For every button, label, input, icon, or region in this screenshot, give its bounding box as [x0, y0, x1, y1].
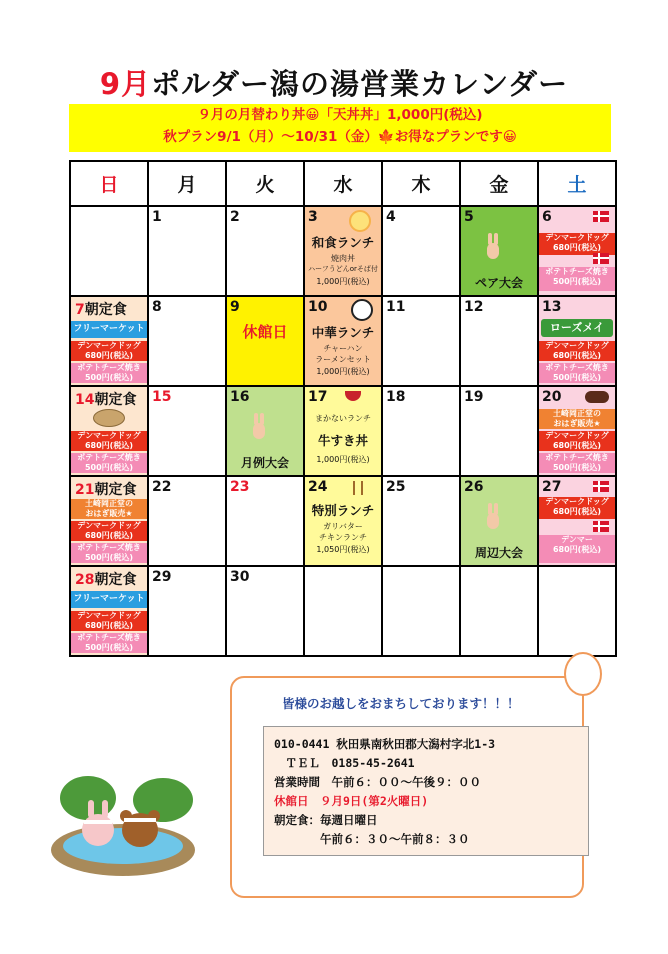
panda-icon — [351, 299, 373, 321]
weekday-mon: 月 — [148, 161, 226, 206]
day-number: 6 — [542, 209, 552, 225]
week-row — [70, 296, 616, 386]
chuka-menu-2: ラーメンセット — [315, 355, 371, 364]
day-cell — [382, 206, 460, 296]
day-cell — [460, 296, 538, 386]
weekday-wed: 水 — [304, 161, 382, 206]
breakfast-heading: 28朝定食 — [75, 572, 137, 588]
day-cell-makanai-lunch — [304, 386, 382, 476]
denmark-flag-icon — [593, 211, 609, 222]
calendar-grid — [69, 160, 617, 657]
washoku-lunch-title: 和食ランチ — [311, 235, 375, 250]
day-number: 12 — [464, 299, 484, 315]
day-cell — [226, 566, 304, 656]
bowl-icon — [345, 391, 361, 401]
onsen-illustration-icon — [48, 768, 198, 878]
rabbit-golfer-icon — [249, 413, 271, 443]
day-cell-breakfast — [70, 296, 148, 386]
empty-cell — [538, 566, 616, 656]
ohagi-tag: 土崎岡正堂の おはぎ販売★ — [539, 409, 615, 429]
day-cell-danish-dog — [538, 476, 616, 566]
danish-dog-tag-small: デンマー 680円(税込) — [539, 535, 615, 563]
day-number: 16 — [230, 389, 250, 405]
potato-cheese-tag: ポテトチーズ焼き 500円(税込) — [71, 633, 147, 653]
danish-dog-tag: デンマークドッグ 680円(税込) — [539, 341, 615, 361]
day-number: 9 — [230, 299, 240, 315]
page-title — [0, 62, 668, 103]
danish-dog-tag: デンマークドッグ 680円(税込) — [71, 611, 147, 631]
makanai-lunch-title: まかないランチ — [315, 414, 371, 423]
day-number: 30 — [230, 569, 250, 585]
chuka-menu-1: チャーハン — [323, 344, 363, 353]
flower-icon — [349, 210, 371, 232]
day-cell — [148, 206, 226, 296]
day-number: 1 — [152, 209, 162, 225]
day-cell — [460, 386, 538, 476]
potato-cheese-tag: ポテトチーズ焼き 500円(税込) — [71, 363, 147, 383]
weekday-fri: 金 — [460, 161, 538, 206]
day-number: 5 — [464, 209, 474, 225]
washoku-price: 1,000円(税込) — [316, 277, 370, 286]
ohagi-tag: 土崎岡正堂の おはぎ販売★ — [71, 499, 147, 519]
day-cell — [148, 296, 226, 386]
danish-dog-tag: デンマークドッグ 680円(税込) — [539, 431, 615, 451]
area-tournament-label: 周辺大会 — [474, 546, 523, 560]
empty-cell — [304, 566, 382, 656]
banner-line-2: 秋プラン9/1（月）～10/31（金）🍁お得なプランです😀 — [163, 129, 517, 145]
gyusuki-price: 1,000円(税込) — [316, 455, 370, 464]
hours-line: 営業時間 午前６：００～午後９：００ — [274, 775, 481, 789]
weekday-thu: 木 — [382, 161, 460, 206]
breakfast-heading: 7朝定食 — [75, 302, 127, 318]
special-price: 1,050円(税込) — [316, 545, 370, 554]
rabbit-golfer-icon — [483, 503, 505, 533]
flea-market-tag: フリーマーケット — [71, 321, 147, 338]
weekday-header — [70, 161, 616, 206]
day-cell — [382, 296, 460, 386]
breakfast-heading: 14朝定食 — [75, 392, 137, 408]
potato-cheese-tag: ポテトチーズ焼き 500円(税込) — [539, 267, 615, 291]
day-cell-washoku-lunch — [304, 206, 382, 296]
day-number: 19 — [464, 389, 484, 405]
day-number: 29 — [152, 569, 172, 585]
day-number: 25 — [386, 479, 406, 495]
day-cell-breakfast — [70, 476, 148, 566]
special-menu-1: ガリバター — [323, 522, 363, 531]
fork-knife-icon — [353, 481, 355, 495]
potato-cheese-tag: ポテトチーズ焼き 500円(税込) — [71, 543, 147, 563]
day-cell-rosemei — [538, 296, 616, 386]
week-row — [70, 206, 616, 296]
empty-cell — [70, 206, 148, 296]
breakfast-tray-icon — [93, 409, 125, 427]
day-number: 24 — [308, 479, 328, 495]
day-cell — [226, 206, 304, 296]
scroll-curl-icon — [564, 652, 602, 696]
day-cell-pair-tournament — [460, 206, 538, 296]
weekday-tue: 火 — [226, 161, 304, 206]
day-number: 23 — [230, 479, 250, 495]
empty-cell — [460, 566, 538, 656]
day-number: 26 — [464, 479, 484, 495]
day-number: 2 — [230, 209, 240, 225]
day-number: 13 — [542, 299, 562, 315]
day-cell-monthly-tournament — [226, 386, 304, 476]
day-cell-chuka-lunch — [304, 296, 382, 386]
day-cell-holiday — [148, 386, 226, 476]
day-cell-breakfast — [70, 386, 148, 476]
washoku-menu-2: ハーフうどんorそば付 — [308, 265, 378, 273]
denmark-flag-icon — [593, 481, 609, 492]
week-row — [70, 386, 616, 476]
day-cell-danish-dog — [538, 206, 616, 296]
weekday-sun: 日 — [70, 161, 148, 206]
breakfast-heading: 21朝定食 — [75, 482, 137, 498]
day-cell — [382, 386, 460, 476]
danish-dog-tag: デンマークドッグ 680円(税込) — [539, 497, 615, 519]
denmark-flag-icon — [593, 253, 609, 264]
day-cell-area-tournament — [460, 476, 538, 566]
tel-line: ＴＥＬ 0185-45-2641 — [274, 756, 415, 770]
breakfast-time-line: 午前６：３０～午前８：３０ — [274, 832, 470, 846]
day-number: 8 — [152, 299, 162, 315]
flea-market-tag: フリーマーケット — [71, 591, 147, 608]
monthly-tournament-label: 月例大会 — [240, 456, 289, 470]
special-lunch-title: 特別ランチ — [311, 503, 375, 518]
day-cell — [382, 476, 460, 566]
potato-cheese-tag: ポテトチーズ焼き 500円(税込) — [539, 453, 615, 473]
day-number: 11 — [386, 299, 406, 315]
day-number: 22 — [152, 479, 172, 495]
rabbit-golfer-icon — [483, 233, 505, 263]
denmark-flag-icon — [593, 521, 609, 532]
day-number: 20 — [542, 389, 562, 405]
day-number: 17 — [308, 389, 328, 405]
danish-dog-tag: デンマークドッグ 680円(税込) — [539, 233, 615, 255]
day-cell-breakfast — [70, 566, 148, 656]
banner-line-1: ９月の月替わり丼😀「天丼丼」1,000円(税込) — [197, 107, 483, 123]
day-cell — [148, 476, 226, 566]
rosemei-logo: ローズメイ — [541, 319, 613, 337]
closed-label: 休館日 — [242, 323, 288, 341]
address-line: 010-0441 秋田県南秋田郡大潟村字北1-3 — [274, 737, 496, 751]
day-number: 4 — [386, 209, 396, 225]
week-row — [70, 476, 616, 566]
weekday-sat: 土 — [538, 161, 616, 206]
week-row — [70, 566, 616, 656]
danish-dog-tag: デンマークドッグ 680円(税込) — [71, 431, 147, 451]
empty-cell — [382, 566, 460, 656]
ohagi-icon — [585, 391, 609, 403]
day-number: 10 — [308, 299, 328, 315]
breakfast-day-line: 朝定食：毎週日曜日 — [274, 813, 378, 827]
special-menu-2: チキンランチ — [319, 533, 367, 542]
day-cell-holiday — [226, 476, 304, 566]
pair-tournament-label: ペア大会 — [474, 276, 523, 290]
holiday-line: 休館日 ９月9日(第2火曜日) — [274, 794, 429, 808]
day-number: 15 — [152, 389, 172, 405]
potato-cheese-tag: ポテトチーズ焼き 500円(税込) — [71, 453, 147, 473]
announcement-banner — [69, 104, 611, 152]
title-month: 9月 — [99, 67, 152, 101]
danish-dog-tag: デンマークドッグ 680円(税込) — [71, 521, 147, 541]
chuka-lunch-title: 中華ランチ — [311, 325, 375, 340]
chuka-price: 1,000円(税込) — [316, 367, 370, 376]
day-cell-closed — [226, 296, 304, 386]
welcome-message: 皆様のお越しをおまちしております！！！ — [282, 696, 520, 711]
day-number: 3 — [308, 209, 318, 225]
title-text: ポルダー潟の湯営業カレンダー — [151, 67, 569, 101]
day-cell-ohagi — [538, 386, 616, 476]
gyusuki-title: 牛すき丼 — [317, 433, 368, 448]
day-cell-special-lunch — [304, 476, 382, 566]
day-number: 18 — [386, 389, 406, 405]
day-number: 27 — [542, 479, 562, 495]
potato-cheese-tag: ポテトチーズ焼き 500円(税込) — [539, 363, 615, 383]
danish-dog-tag: デンマークドッグ 680円(税込) — [71, 341, 147, 361]
washoku-menu-1: 焼肉丼 — [331, 254, 355, 263]
day-cell — [148, 566, 226, 656]
